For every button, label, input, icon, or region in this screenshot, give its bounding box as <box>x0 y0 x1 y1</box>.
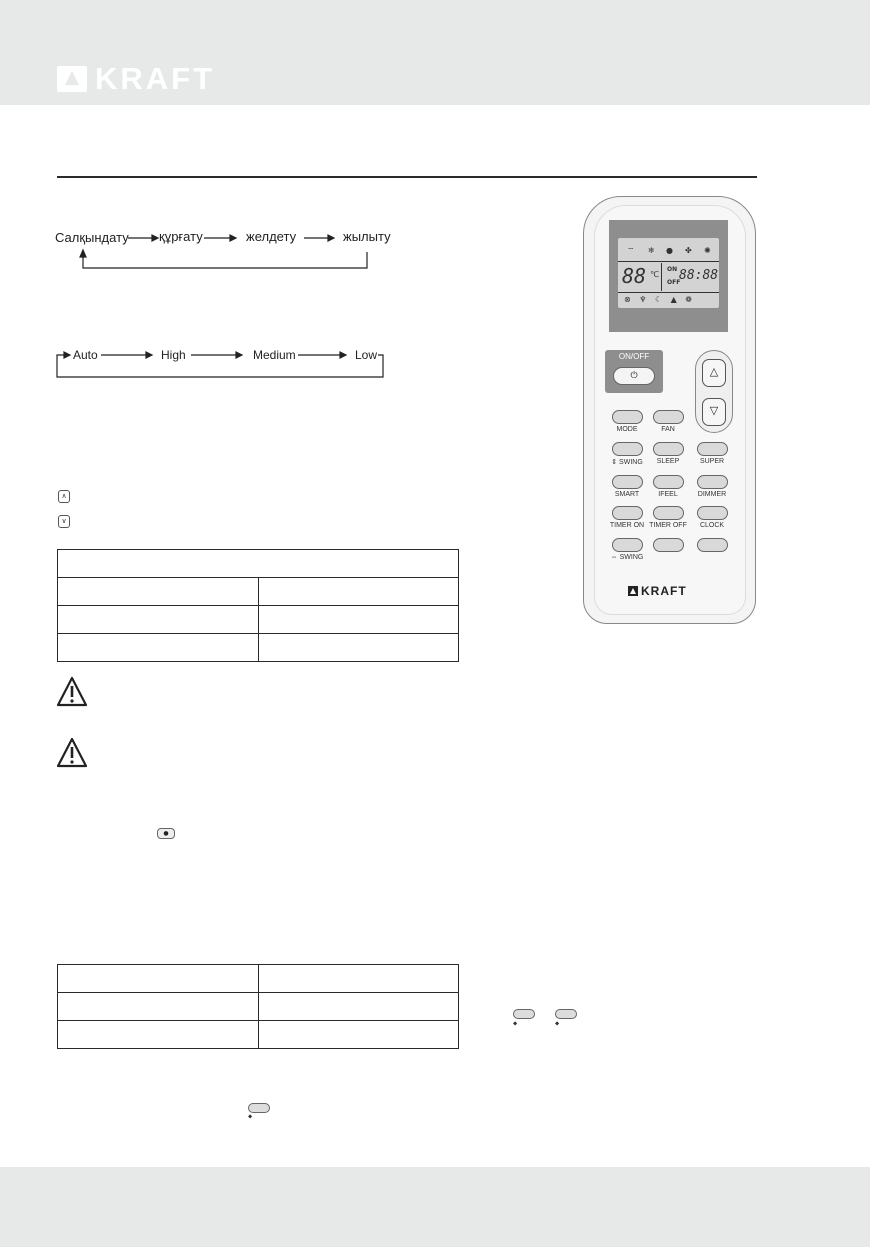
lcd-on: ON <box>667 266 678 273</box>
table-row <box>58 993 459 1021</box>
brand-name: KRAFT <box>95 61 216 96</box>
sleep-button[interactable] <box>653 442 684 456</box>
mode-label: MODE <box>616 426 638 433</box>
dimmer-label: DIMMER <box>697 491 727 498</box>
timer-off-label: TIMER OFF <box>649 522 687 529</box>
swing-vertical-arrows-icon: ⇕ <box>611 459 618 466</box>
table-row <box>58 606 459 634</box>
ifeel-label: IFEEL <box>658 491 678 498</box>
lcd-display <box>618 238 719 308</box>
swing-vertical-arrow-icon: ⬥ <box>555 1020 560 1027</box>
down-button-icon: ∨ <box>58 515 70 528</box>
onoff-label: ON/OFF <box>618 352 650 361</box>
table-1 <box>57 549 459 662</box>
fan-auto: Auto <box>73 348 98 362</box>
inline-button-icon: ● <box>157 828 175 839</box>
lcd-divider-bottom <box>618 292 719 293</box>
timer-off-button[interactable] <box>653 506 684 520</box>
signal-icon: ⌔ <box>627 246 635 255</box>
blank-button-2[interactable] <box>697 538 728 552</box>
fan-button[interactable] <box>653 410 684 424</box>
table-2 <box>57 964 459 1049</box>
swing-horizontal-arrow-icon: ⬥ <box>513 1020 518 1027</box>
swing-vertical-button[interactable] <box>612 442 643 456</box>
smart-button[interactable] <box>612 475 643 489</box>
swing-horizontal-button[interactable] <box>612 538 643 552</box>
lcd-off: OFF <box>667 279 681 286</box>
mode-icons-row: ⊗ ♆ ☾ ▲ ❁ <box>624 295 696 304</box>
clock-label: CLOCK <box>699 522 725 529</box>
lcd-temp: 88 <box>622 264 647 288</box>
blank-button-1[interactable] <box>653 538 684 552</box>
up-button-icon: ∧ <box>58 490 70 503</box>
swing-vertical-label: ⇕ SWING <box>611 459 643 466</box>
snowflake-icon: ❄ <box>648 246 655 255</box>
swing-horizontal-arrows-icon: ⇔ <box>610 554 618 561</box>
table-row <box>58 1021 459 1049</box>
lcd-divider-v <box>661 263 662 291</box>
sleep-label: SLEEP <box>656 458 680 465</box>
sun-icon: ✺ <box>704 246 711 255</box>
fan-low: Low <box>355 348 378 362</box>
mode-dry: құрғату <box>159 229 203 244</box>
super-label: SUPER <box>699 458 725 465</box>
fan-medium: Medium <box>253 348 296 362</box>
drop-icon: ● <box>666 246 673 255</box>
table-row <box>58 550 459 578</box>
swing-mini-arrow-icon: ⬥ <box>248 1113 253 1120</box>
table-row <box>58 578 459 606</box>
super-button[interactable] <box>697 442 728 456</box>
swing-mini-button-icon <box>248 1103 270 1113</box>
fan-high: High <box>161 348 186 362</box>
ifeel-button[interactable] <box>653 475 684 489</box>
swing-horizontal-mini-icon <box>513 1009 535 1019</box>
timer-on-button[interactable] <box>612 506 643 520</box>
lcd-divider <box>618 261 719 262</box>
fan-label: FAN <box>661 426 675 433</box>
lcd-clock: 88:88 <box>679 268 719 283</box>
power-button[interactable]: ⏻ <box>613 367 655 385</box>
onoff-panel <box>605 350 663 393</box>
temp-up-button[interactable]: △ <box>702 359 726 387</box>
smart-label: SMART <box>614 491 640 498</box>
footer-band <box>0 1167 870 1247</box>
warning-triangle-icon <box>55 736 89 770</box>
mode-cool: Салқындату <box>55 230 129 245</box>
dimmer-button[interactable] <box>697 475 728 489</box>
warning-triangle-icon <box>55 675 89 709</box>
mode-button[interactable] <box>612 410 643 424</box>
clock-button[interactable] <box>697 506 728 520</box>
table-row <box>58 634 459 662</box>
table-row <box>58 965 459 993</box>
timer-on-label: TIMER ON <box>609 522 645 529</box>
mode-fan: желдету <box>246 229 297 244</box>
lcd-unit: ℃ <box>650 270 659 279</box>
temp-down-button[interactable]: ▽ <box>702 398 726 426</box>
remote-brand <box>628 584 687 598</box>
temp-arrow-group <box>695 350 733 433</box>
mode-heat: жылыту <box>343 229 391 244</box>
fan-icon: ✤ <box>685 246 692 255</box>
kraft-logo-icon <box>628 586 638 596</box>
remote-brand-name: KRAFT <box>641 584 687 598</box>
swing-vertical-mini-icon <box>555 1009 577 1019</box>
swing-horizontal-label: ⇔ SWING <box>610 554 644 561</box>
